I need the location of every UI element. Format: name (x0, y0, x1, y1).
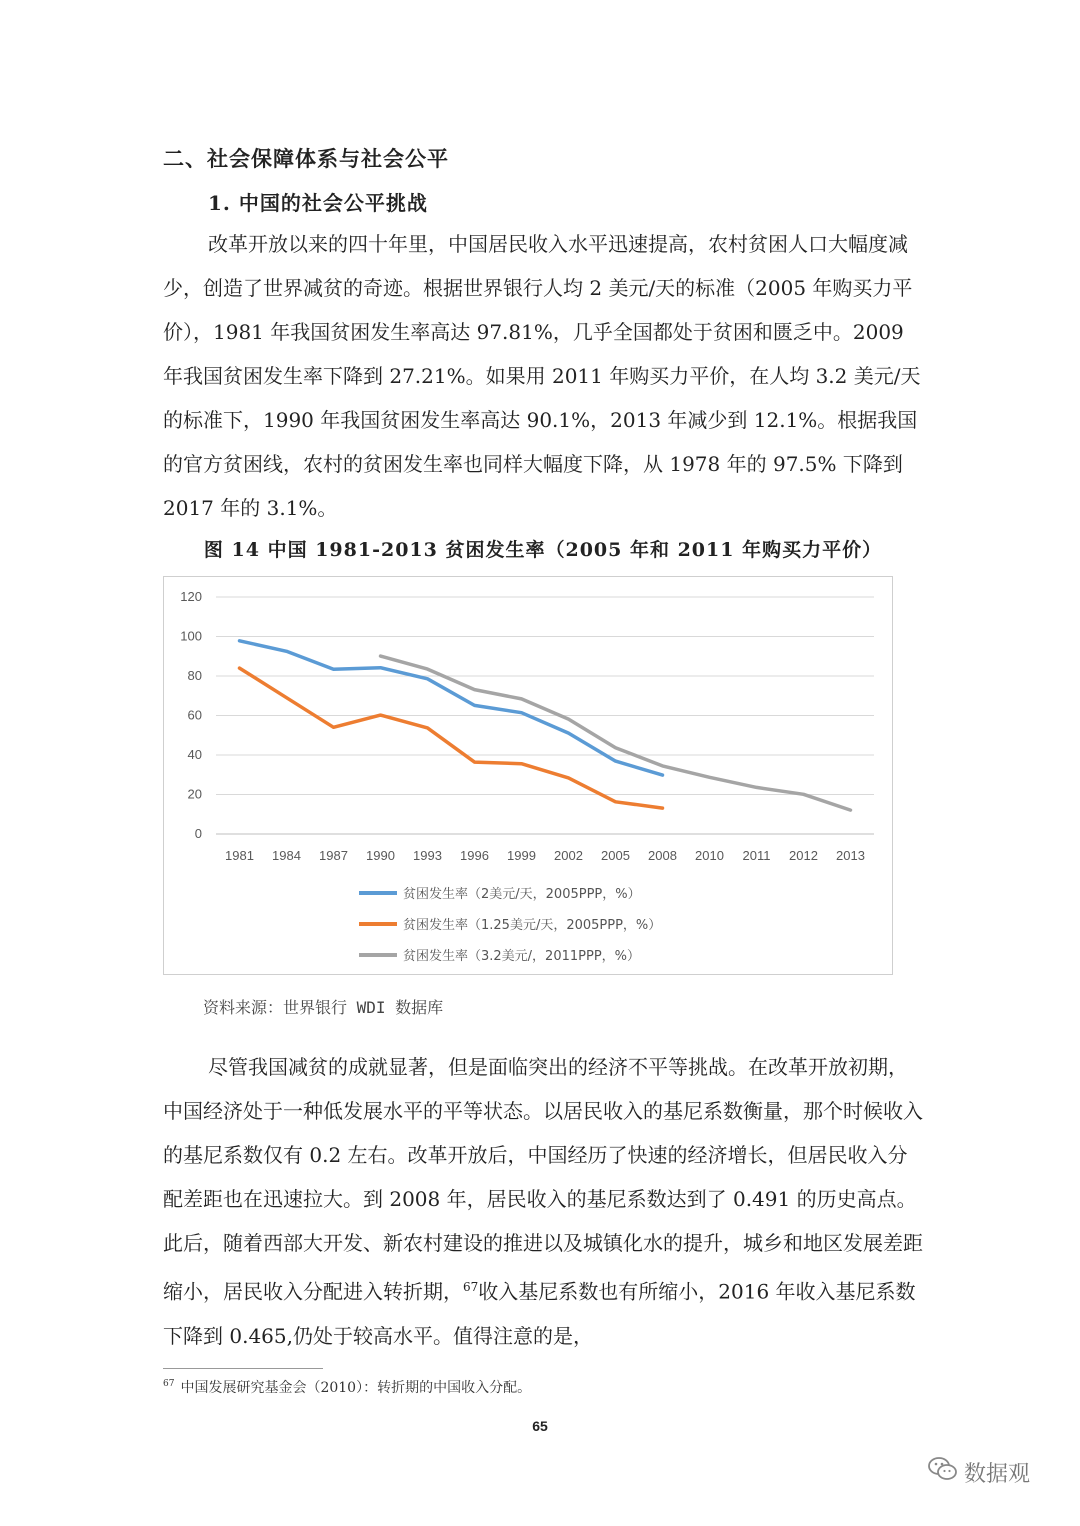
x-tick-label: 1981 (225, 848, 254, 863)
x-tick-label: 2011 (742, 848, 771, 863)
subsection-heading: 1. 中国的社会公平挑战 (208, 191, 428, 215)
legend-item (359, 908, 661, 939)
y-tick-label: 120 (180, 589, 202, 604)
wechat-icon (928, 1456, 958, 1488)
legend-swatch (359, 953, 397, 957)
x-tick-label: 2012 (789, 848, 818, 863)
series-line-3 (381, 656, 851, 810)
x-tick-label: 2005 (601, 848, 630, 863)
legend-label: 贫困发生率（3.2美元/，2011PPP，%） (403, 949, 641, 964)
x-tick-label: 2010 (695, 848, 724, 863)
legend-label: 贫困发生率（2美元/天，2005PPP，%） (403, 887, 641, 902)
x-tick-label: 1999 (507, 848, 536, 863)
y-tick-label: 40 (187, 747, 202, 762)
section-heading: 二、社会保障体系与社会公平 (163, 146, 449, 171)
legend-label: 贫困发生率（1.25美元/天，2005PPP，%） (403, 918, 662, 933)
watermark (928, 1456, 1030, 1488)
poverty-rate-chart (163, 576, 893, 975)
y-tick-label: 100 (180, 628, 202, 644)
footnote-divider (163, 1368, 323, 1369)
footnote-text: 中国发展研究基金会（2010）：转折期的中国收入分配。 (180, 1380, 532, 1396)
paragraph-text (163, 1045, 923, 1358)
legend-item (359, 877, 661, 908)
paragraph-text-part-a: 尽管我国减贫的成就显著，但是面临突出的经济不平等挑战。在改革开放初期，中国经济处于一种低发展水平的平等状态。以居民收入的基尼系数衡量，那个时候收入的基尼系数仅有 0.2 左右。改革开放后，中国经历了快速的经济增长，但居民收入分配差距也在迅速拉大。到 2008 年，居民收入的基尼系数达到了 0.491 的历史高点。此后，随着西部大开发、新农村建设的推进以及城镇化水的提升，城乡和地区发展差距缩小，居民收入分配进入转折期， (163, 1055, 923, 1304)
footnote (163, 1377, 531, 1397)
x-tick-label: 2002 (554, 848, 583, 863)
page-number: 65 (532, 1418, 548, 1434)
legend-swatch (359, 922, 397, 926)
footnote-reference[interactable]: 67 (463, 1280, 479, 1294)
paragraph-text-part-b: 收入基尼系数也有所缩小，2016 年收入基尼系数下降到 0.465,仍处于较高水平。值得注意的是， (163, 1279, 916, 1348)
x-tick-label: 1996 (460, 848, 489, 863)
x-tick-label: 1984 (272, 848, 301, 863)
x-tick-label: 1993 (413, 848, 442, 863)
x-tick-label: 2013 (836, 848, 865, 863)
paragraph-text: 改革开放以来的四十年里，中国居民收入水平迅速提高，农村贫困人口大幅度减少，创造了世界减贫的奇迹。根据世界银行人均 2 美元/天的标准（2005 年购买力平价），1981 年我国贫困发生率高达 97.81%，几乎全国都处于贫困和匮乏中。2009 年我国贫困发生率下降到 27.21%。如果用 2011 年购买力平价，在人均 3.2 美元/天的标准下，1990 年我国贫困发生率高达 90.1%，2013 年减少到 12.1%。根据我国的官方贫困线，农村的贫困发生率也同样大幅度下降，从 1978 年的 97.5% 下降到 2017 年的 3.1%。 (163, 232, 921, 520)
y-tick-label: 20 (187, 786, 202, 802)
footnote-number: 67 (163, 1379, 175, 1390)
y-tick-label: 80 (187, 668, 202, 683)
x-tick-label: 2008 (648, 848, 677, 863)
x-tick-label: 1990 (366, 848, 395, 863)
figure-title: 图 14 中国 1981-2013 贫困发生率（2005 年和 2011 年购买力平价） (203, 539, 883, 561)
figure-source: 资料来源：世界银行 WDI 数据库 (203, 998, 444, 1017)
y-tick-label: 60 (187, 707, 202, 723)
body-paragraph-2 (163, 1045, 923, 1358)
legend-item (359, 939, 661, 970)
body-paragraph-1 (163, 222, 923, 530)
watermark-text: 数据观 (964, 1461, 1031, 1487)
y-tick-label: 0 (194, 826, 202, 841)
x-tick-label: 1987 (319, 848, 348, 863)
chart-legend (359, 877, 661, 970)
legend-swatch (359, 891, 397, 895)
